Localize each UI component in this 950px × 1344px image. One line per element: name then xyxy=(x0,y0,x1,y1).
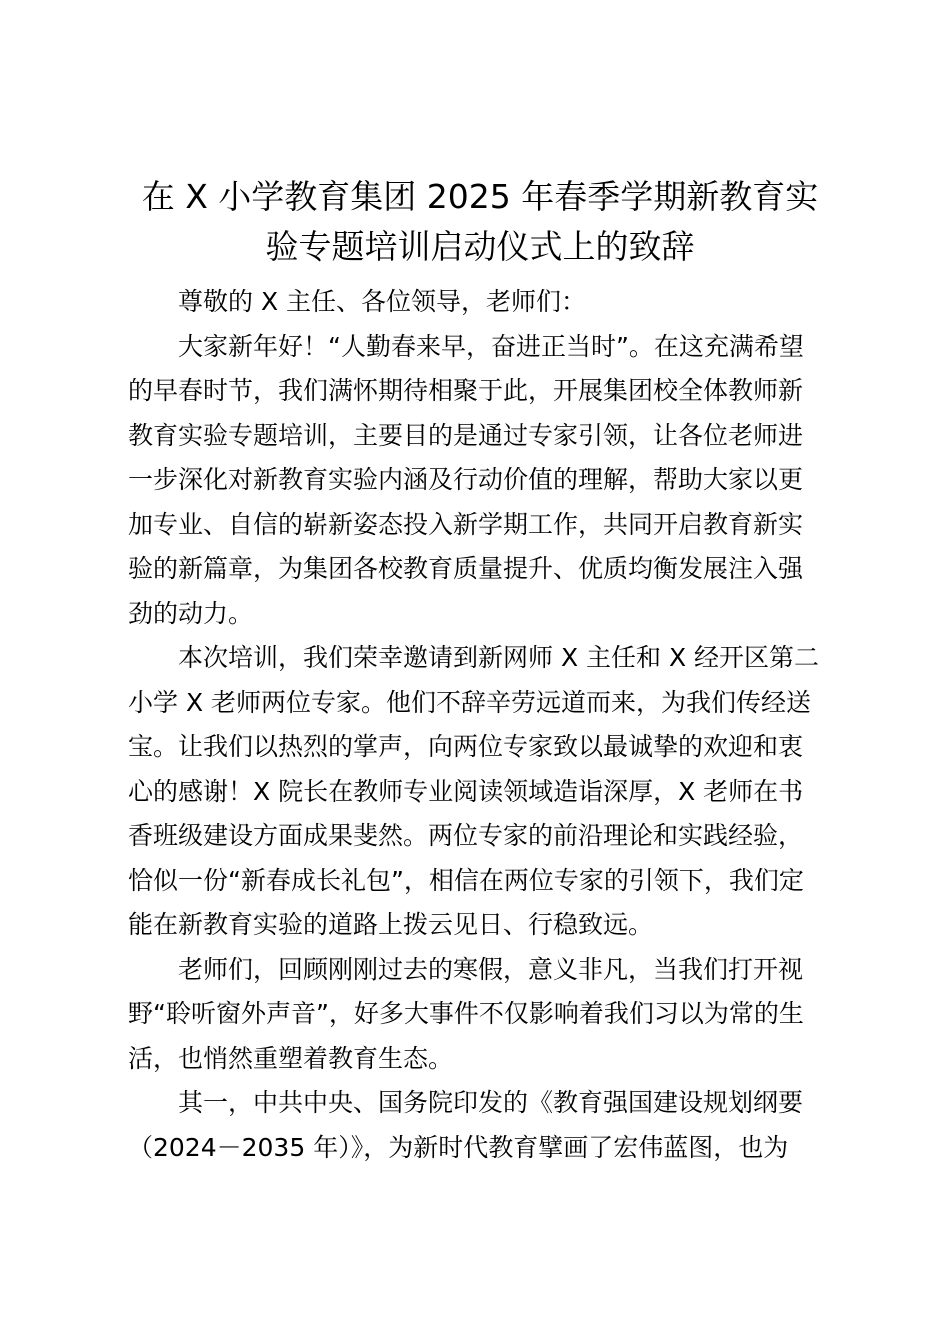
body-line: 其一，中共中央、国务院印发的《教育强国建设规划纲要 xyxy=(178,1088,804,1117)
document-body xyxy=(128,280,828,1170)
body-line: 小学 X 老师两位专家。他们不辞辛劳远道而来，为我们传经送 xyxy=(128,687,812,717)
body-line: 本次培训，我们荣幸邀请到新网师 X 主任和 X 经开区第二 xyxy=(178,643,820,672)
body-line: 活，也悄然重塑着教育生态。 xyxy=(128,1043,454,1073)
body-line: 劲的动力。 xyxy=(128,598,254,628)
body-line: 能在新教育实验的道路上拨云见日、行稳致远。 xyxy=(128,910,654,939)
body-line: 验的新篇章，为集团各校教育质量提升、优质均衡发展注入强 xyxy=(128,554,804,583)
document-title xyxy=(110,172,850,272)
body-line: 大家新年好！“人勤春来早，奋进正当时”。在这充满希望 xyxy=(178,331,804,361)
body-line: 的早春时节，我们满怀期待相聚于此，开展集团校全体教师新 xyxy=(128,376,804,405)
salutation-line: 尊敬的 X 主任、各位领导，老师们： xyxy=(178,287,587,316)
body-line: 心的感谢！X 院长在教师专业阅读领域造诣深厚，X 老师在书 xyxy=(128,776,804,806)
title-line-1: 在 X 小学教育集团 2025 年春季学期新教育实 xyxy=(141,177,819,216)
title-line-2: 验专题培训启动仪式上的致辞 xyxy=(265,227,695,266)
body-line: 加专业、自信的崭新姿态投入新学期工作，共同开启教育新实 xyxy=(128,509,804,539)
body-line: 老师们，回顾刚刚过去的寒假，意义非凡，当我们打开视 xyxy=(178,954,804,984)
body-line: 教育实验专题培训，主要目的是通过专家引领，让各位老师进 xyxy=(128,420,804,450)
body-line: 宝。让我们以热烈的掌声，向两位专家致以最诚挚的欢迎和衷 xyxy=(128,732,804,761)
body-line: 香班级建设方面成果斐然。两位专家的前沿理论和实践经验， xyxy=(128,821,804,850)
body-line: 一步深化对新教育实验内涵及行动价值的理解，帮助大家以更 xyxy=(128,465,804,494)
body-line: 野“聆听窗外声音”，好多大事件不仅影响着我们习以为常的生 xyxy=(128,999,804,1028)
body-line: （2024－2035 年）》，为新时代教育擘画了宏伟蓝图，也为 xyxy=(128,1132,789,1162)
body-line: 恰似一份“新春成长礼包”，相信在两位专家的引领下，我们定 xyxy=(128,865,804,895)
